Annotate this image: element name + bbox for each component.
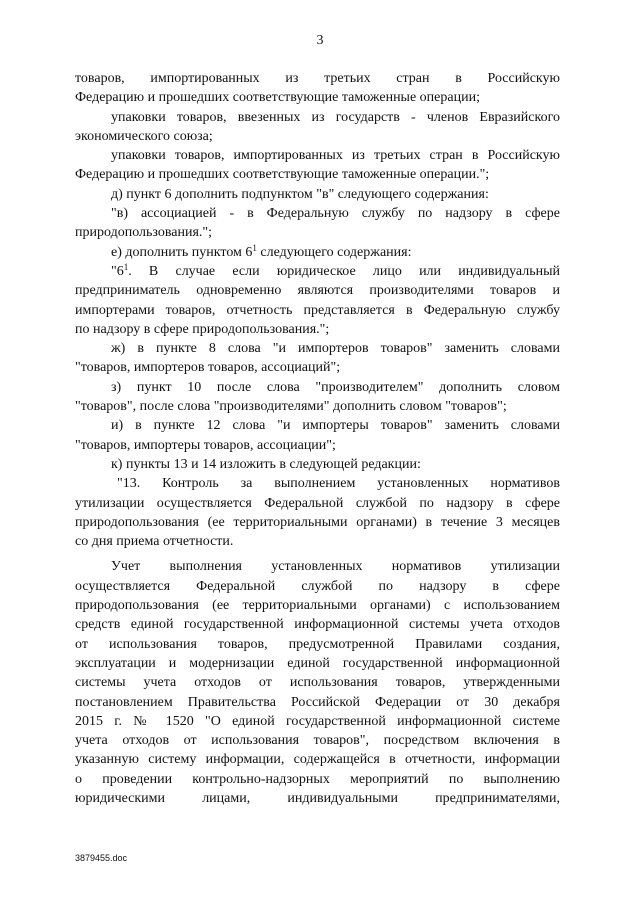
- text-line: [75, 165, 560, 184]
- text-line: [75, 596, 560, 615]
- text-run: з) пункт 10 после слова "производителем" дополнить словом: [111, 379, 560, 395]
- text-line: [75, 416, 560, 435]
- text-line: [75, 770, 560, 789]
- text-run: по надзору в сфере природопользования.";: [75, 321, 330, 337]
- text-run: "товаров", после слова "производителями" дополнить словом "товаров";: [75, 399, 507, 415]
- text-line: [75, 532, 560, 551]
- text-line: [75, 223, 560, 242]
- text-line: [75, 673, 560, 692]
- text-line: [75, 88, 560, 107]
- text-run: к) пункты 13 и 14 изложить в следующей редакции:: [111, 456, 421, 472]
- text-run: предприниматель одновременно являются производителями товаров и: [75, 283, 560, 299]
- text-line: [75, 320, 560, 339]
- text-line: [75, 455, 560, 474]
- text-line: [75, 301, 560, 320]
- text-run: "товаров, импортеров товаров, ассоциаций";: [75, 360, 341, 376]
- text-run: Федерацию и прошедших соответствующие таможенные операции.";: [75, 167, 490, 183]
- text-run: эксплуатации и модернизации единой государственной информационной: [75, 655, 560, 671]
- text-run: упаковки товаров, импортированных из третьих стран в Российскую: [111, 148, 560, 164]
- text-run: "в) ассоциацией - в Федеральную службу по надзору в сфере: [111, 206, 560, 222]
- text-line: [75, 185, 560, 204]
- text-line: [75, 654, 560, 673]
- superscript: 1: [123, 261, 129, 272]
- text-line: [75, 577, 560, 596]
- text-line: [75, 750, 560, 769]
- text-line: [75, 281, 560, 300]
- text-line: [75, 731, 560, 750]
- text-run: природопользования.";: [75, 225, 212, 241]
- text-line: [75, 693, 560, 712]
- text-line: [75, 262, 560, 281]
- text-run: утилизации осуществляется Федеральной службой по надзору в сфере: [75, 495, 560, 511]
- document-filename: 3879455.doc: [75, 853, 128, 863]
- text-run: "6: [111, 263, 124, 279]
- text-line: [75, 474, 560, 493]
- text-line: [75, 358, 560, 377]
- text-run: Учет выполнения установленных нормативов утилизации: [111, 559, 560, 575]
- text-run: экономического союза;: [75, 128, 213, 144]
- text-line: [75, 339, 560, 358]
- text-run: постановлением Правительства Российской Федерации от 30 декабря: [75, 694, 560, 710]
- text-line: [75, 69, 560, 88]
- text-line: [75, 204, 560, 223]
- text-run: импортерами товаров, отчетность представляется в Федеральную службу: [75, 302, 560, 318]
- text-run: д) пункт 6 дополнить подпунктом "в" следующего содержания:: [111, 186, 489, 202]
- text-run: Федерацию и прошедших соответствующие таможенные операции;: [75, 90, 480, 106]
- text-run: ж) в пункте 8 слова "и импортеров товаров" заменить словами: [111, 341, 560, 357]
- text-line: [75, 635, 560, 654]
- superscript: 1: [252, 242, 257, 253]
- text-run: указанную систему информации, содержащейся в отчетности, информации: [75, 752, 560, 768]
- text-run: "товаров, импортеры товаров, ассоциации";: [75, 437, 336, 453]
- text-run: "13. Контроль за выполнением установленных нормативов: [117, 476, 560, 492]
- text-run: природопользования (ее территориальными органами) в течение 3 месяцев: [75, 514, 560, 530]
- text-run: осуществляется Федеральной службой по надзору в сфере: [75, 578, 560, 594]
- text-line: [75, 127, 560, 146]
- text-line: [75, 513, 560, 532]
- text-line: [75, 378, 560, 397]
- text-run: и) в пункте 12 слова "и импортеры товаров" заменить словами: [111, 418, 560, 434]
- text-run: от использования товаров, предусмотренной Правилами создания,: [75, 636, 560, 652]
- text-run: со дня приема отчетности.: [75, 534, 234, 550]
- document-body: [75, 69, 560, 808]
- text-run: юридическими лицами, индивидуальными предпринимателями,: [75, 790, 560, 806]
- text-line: [75, 108, 560, 127]
- text-line: [75, 494, 560, 513]
- text-run: упаковки товаров, ввезенных из государств - членов Евразийского: [111, 109, 560, 125]
- text-run: 2015 г. № 1520 "О единой государственной информационной системе: [75, 713, 560, 729]
- text-line: [75, 243, 560, 262]
- text-run: учета отходов от использования товаров", посредством включения в: [75, 733, 560, 749]
- text-run: следующего содержания:: [256, 244, 412, 260]
- text-run: е) дополнить пунктом 6: [111, 244, 253, 260]
- text-line: [75, 615, 560, 634]
- text-line: [75, 789, 560, 808]
- text-line: [75, 436, 560, 455]
- text-line: [75, 557, 560, 576]
- text-run: товаров, импортированных из третьих стран в Российскую: [75, 71, 560, 86]
- page-number: 3: [316, 33, 324, 48]
- text-line: [75, 397, 560, 416]
- text-run: системы учета отходов от использования товаров, утвержденными: [75, 675, 560, 691]
- text-line: [75, 712, 560, 731]
- text-run: . В случае если юридическое лицо или индивидуальный: [128, 263, 560, 279]
- text-run: о проведении контрольно-надзорных мероприятий по выполнению: [75, 771, 560, 787]
- text-run: природопользования (ее территориальными органами) с использованием: [75, 598, 560, 614]
- text-run: средств единой государственной информационной системы учета отходов: [75, 617, 560, 633]
- text-line: [75, 146, 560, 165]
